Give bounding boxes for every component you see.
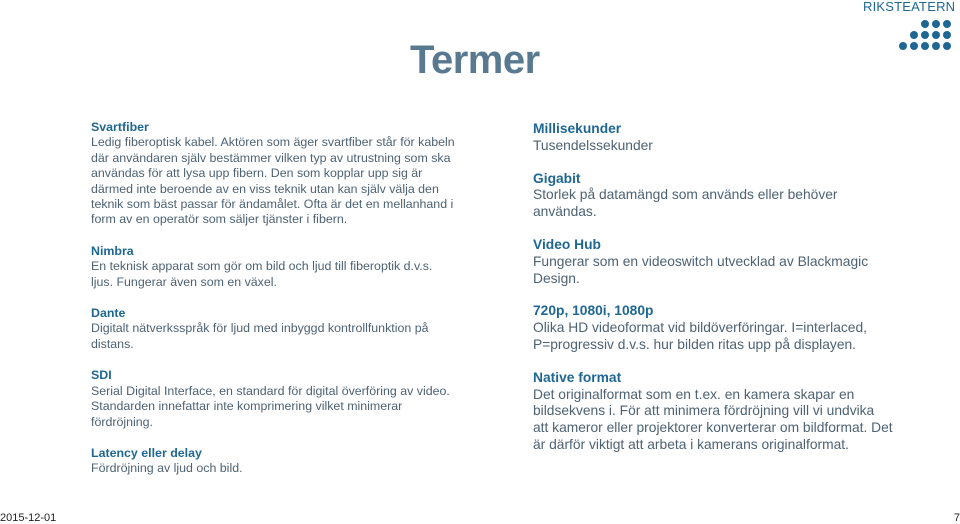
term-name: Dante bbox=[91, 306, 126, 321]
left-term-column bbox=[91, 120, 456, 493]
logo-dot bbox=[932, 20, 940, 28]
term-description: Serial Digital Interface, en standard för digital överföring av video. Standarden innefattar inte komprimering vilket minimerar fördröjning. bbox=[91, 383, 450, 429]
term-description: Det originalformat som en t.ex. en kamera skapar en bildsekvens i. För att minimera fördröjning vill vi undvika att kameror eller projektorer konverterar om bildformat. Det är därför viktigt att arbeta i kamerans originalformat. bbox=[533, 386, 893, 452]
term-name: Nimbra bbox=[91, 243, 134, 258]
logo-dot bbox=[921, 42, 929, 50]
term-name: Latency eller delay bbox=[91, 445, 202, 460]
term-description: Olika HD videoformat vid bildöverföringar. I=interlaced, P=progressiv d.v.s. hur bilden ritas upp på displayen. bbox=[533, 320, 867, 352]
term-description: Digitalt nätverksspråk för ljud med inbyggd kontrollfunktion på distans. bbox=[91, 321, 429, 351]
term-description: Fördröjning av ljud och bild. bbox=[91, 461, 243, 476]
logo-dot bbox=[910, 31, 918, 39]
term-sdi bbox=[91, 368, 456, 430]
term-gigabit bbox=[533, 171, 893, 221]
footer-date: 2015-12-01 bbox=[0, 512, 57, 524]
term-description: En teknisk apparat som gör om bild och ljud till fiberoptik d.v.s. ljus. Fungerar även som en växel. bbox=[91, 259, 433, 289]
term-name: Gigabit bbox=[533, 170, 581, 186]
logo-dot-row bbox=[899, 42, 951, 50]
logo-dot bbox=[899, 42, 907, 50]
logo-dot bbox=[943, 20, 951, 28]
term-description: Tusendelssekunder bbox=[533, 137, 653, 153]
logo-dot-row bbox=[921, 20, 951, 28]
term-description: Ledig fiberoptisk kabel. Aktören som äger svartfiber står för kabeln där användaren själv bestämmer vilken typ av utrustning som ska användas för att lysa upp fibern. Den som kopplar upp sig är därmed inte beroende av en viss teknik utan kan själv välja den teknik som bäst passar för ändamålet. Ofta är det en mellanhand i form av en operatör som säljer tjänster i fibern. bbox=[91, 135, 455, 227]
term-hd-formats bbox=[533, 303, 893, 353]
term-name: 720p, 1080i, 1080p bbox=[533, 303, 654, 319]
riksteatern-logo bbox=[863, 0, 956, 50]
page-title: Termer bbox=[410, 38, 540, 82]
term-name: Native format bbox=[533, 369, 622, 385]
term-name: Video Hub bbox=[533, 236, 601, 252]
logo-dot bbox=[943, 31, 951, 39]
term-millisekunder bbox=[533, 121, 893, 155]
term-name: Millisekunder bbox=[533, 121, 622, 136]
term-dante bbox=[91, 306, 456, 352]
logo-dot bbox=[910, 42, 918, 50]
term-name: Svartfiber bbox=[91, 120, 149, 134]
page-number: 7 bbox=[953, 512, 960, 524]
logo-dot bbox=[921, 20, 929, 28]
logo-dots-icon bbox=[863, 20, 951, 50]
term-svartfiber bbox=[91, 120, 456, 228]
term-description: Fungerar som en videoswitch utvecklad av Blackmagic Design. bbox=[533, 253, 869, 286]
logo-dot bbox=[932, 31, 940, 39]
term-description: Storlek på datamängd som används eller behöver användas. bbox=[533, 187, 838, 220]
term-video-hub bbox=[533, 237, 893, 287]
logo-dot bbox=[943, 42, 951, 50]
right-term-column bbox=[533, 121, 893, 470]
term-latency bbox=[91, 446, 456, 477]
logo-text: RIKSTEATERN bbox=[863, 0, 956, 14]
logo-dot-row bbox=[910, 31, 951, 39]
logo-dot bbox=[921, 31, 929, 39]
logo-dot bbox=[932, 42, 940, 50]
term-native-format bbox=[533, 370, 893, 454]
term-nimbra bbox=[91, 244, 456, 290]
term-name: SDI bbox=[91, 368, 112, 383]
